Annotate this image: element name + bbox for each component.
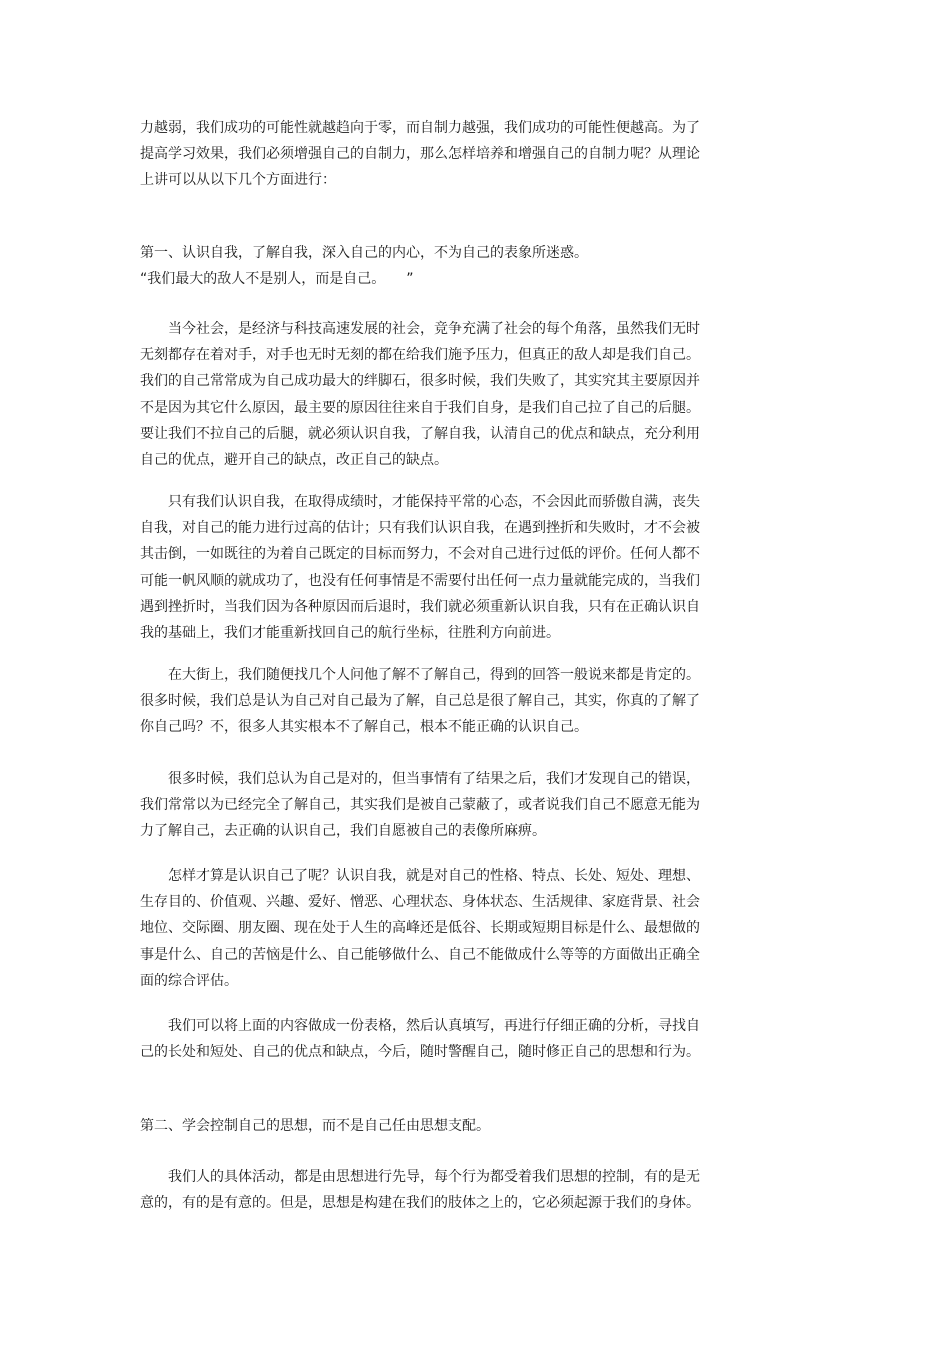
- section1-quote: “我们最大的敌人不是别人，而是自己。 ”: [140, 271, 414, 288]
- text-line: 在大街上，我们随便找几个人问他了解不了解自己，得到的回答一般说来都是肯定的。: [140, 667, 700, 683]
- section1-paragraph-3: [140, 662, 740, 741]
- text-line: 上讲可以从以下几个方面进行：: [140, 172, 336, 189]
- text-line: 怎样才算是认识自己了呢？认识自我，就是对自己的性格、特点、长处、短处、理想、: [140, 868, 700, 884]
- text-line: 遇到挫折时，当我们因为各种原因而后退时，我们就必须重新认识自我，只有在正确认识自: [140, 598, 700, 615]
- text-line: 地位、交际圈、朋友圈、现在处于人生的高峰还是低谷、长期或短期目标是什么、最想做的: [140, 920, 700, 937]
- section1-paragraph-1: [140, 316, 740, 473]
- text-line: 意的，有的是有意的。但是，思想是构建在我们的肢体之上的，它必须起源于我们的身体。: [140, 1195, 700, 1212]
- text-line: 很多时候，我们总是认为自己对自己最为了解，自己总是很了解自己，其实，你真的了解了: [140, 693, 700, 710]
- text-line: 自己的优点，避开自己的缺点，改正自己的缺点。: [140, 452, 448, 469]
- text-line: 可能一帆风顺的就成功了，也没有任何事情是不需要付出任何一点力量就能完成的，当我们: [140, 572, 700, 589]
- section1-paragraph-5: [140, 863, 740, 994]
- section1-paragraph-6: [140, 1013, 740, 1065]
- intro-paragraph: [140, 115, 740, 194]
- text-line: 不是因为其它什么原因，最主要的原因往往来自于我们自身，是我们自己拉了自己的后腿。: [140, 399, 700, 416]
- text-line: 力越弱，我们成功的可能性就越趋向于零，而自制力越强，我们成功的可能性便越高。为了: [140, 120, 700, 136]
- section2-heading: 第二、学会控制自己的思想，而不是自己任由思想支配。: [140, 1118, 490, 1134]
- text-line: 你自己吗？不，很多人其实根本不了解自己，根本不能正确的认识自己。: [140, 719, 588, 736]
- text-line: 我们的自己常常成为自己成功最大的绊脚石，很多时候，我们失败了，其实究其主要原因并: [140, 373, 700, 390]
- section1-paragraph-2: [140, 489, 740, 646]
- text-line: 只有我们认识自我，在取得成绩时，才能保持平常的心态，不会因此而骄傲自满，丧失: [140, 494, 700, 510]
- text-line: 其击倒，一如既往的为着自己既定的目标而努力，不会对自己进行过低的评价。任何人都不: [140, 546, 700, 563]
- section2-heading-block: [140, 1113, 740, 1139]
- text-line: 我们常常以为已经完全了解自己，其实我们是被自己蒙蔽了，或者说我们自己不愿意无能为: [140, 797, 700, 814]
- text-line: 我们可以将上面的内容做成一份表格，然后认真填写，再进行仔细正确的分析，寻找自: [140, 1018, 700, 1034]
- text-line: 提高学习效果，我们必须增强自己的自制力，那么怎样培养和增强自己的自制力呢？从理论: [140, 146, 700, 163]
- text-line: 力了解自己，去正确的认识自己，我们自愿被自己的表像所麻痹。: [140, 823, 546, 840]
- text-line: 无刻都存在着对手，对手也无时无刻的都在给我们施予压力，但真正的敌人却是我们自己。: [140, 347, 700, 364]
- text-line: 生存目的、价值观、兴趣、爱好、憎恶、心理状态、身体状态、生活规律、家庭背景、社会: [140, 894, 700, 911]
- text-line: 我们人的具体活动，都是由思想进行先导，每个行为都受着我们思想的控制，有的是无: [140, 1169, 700, 1185]
- section1-heading: 第一、认识自我，了解自我，深入自己的内心，不为自己的表象所迷惑。: [140, 245, 588, 261]
- text-line: 很多时候，我们总认为自己是对的，但当事情有了结果之后，我们才发现自己的错误，: [140, 771, 700, 787]
- text-line: 自我，对自己的能力进行过高的估计；只有我们认识自我，在遇到挫折和失败时，才不会被: [140, 520, 700, 537]
- text-line: 己的长处和短处、自己的优点和缺点，今后，随时警醒自己，随时修正自己的思想和行为。: [140, 1044, 700, 1061]
- section2-paragraph-1: [140, 1164, 740, 1216]
- section1-paragraph-4: [140, 766, 740, 845]
- text-line: 面的综合评估。: [140, 972, 238, 989]
- text-line: 事是什么、自己的苦恼是什么、自己能够做什么、自己不能做成什么等等的方面做出正确全: [140, 946, 700, 963]
- text-line: 我的基础上，我们才能重新找回自己的航行坐标，往胜利方向前进。: [140, 625, 560, 642]
- text-line: 当今社会，是经济与科技高速发展的社会，竞争充满了社会的每个角落，虽然我们无时: [140, 321, 700, 337]
- section1-heading-block: [140, 240, 740, 292]
- text-line: 要让我们不拉自己的后腿，就必须认识自我，了解自我，认清自己的优点和缺点，充分利用: [140, 425, 700, 442]
